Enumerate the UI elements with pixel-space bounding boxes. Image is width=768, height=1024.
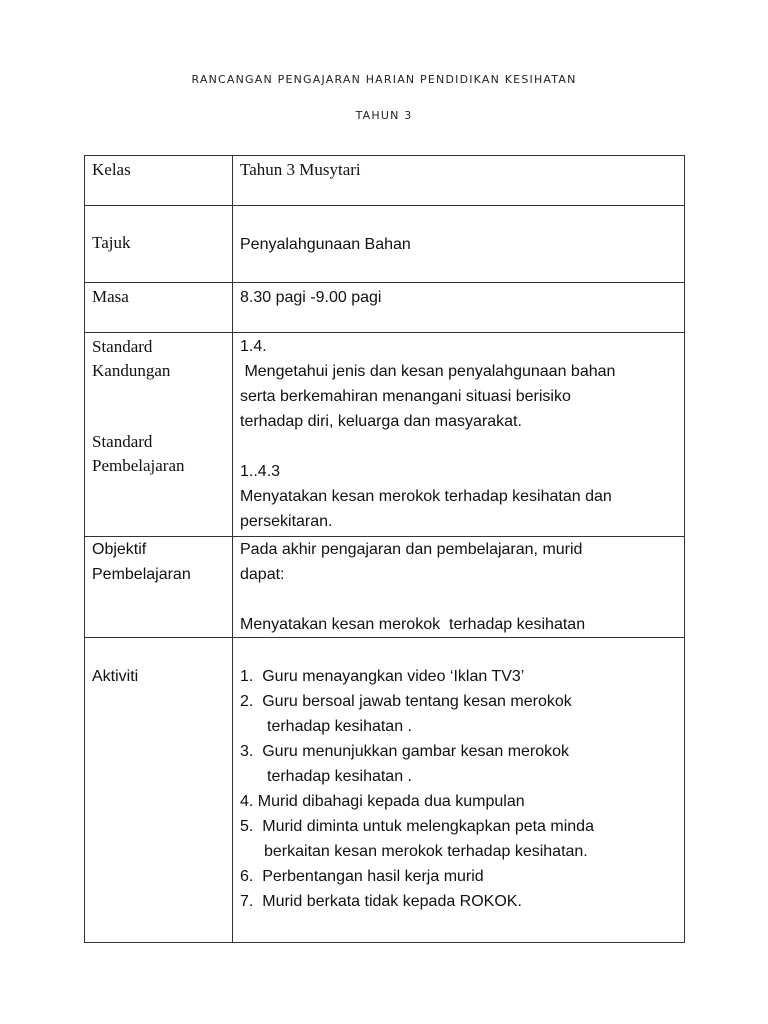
row-tajuk — [85, 206, 685, 283]
row-objektif — [85, 537, 685, 638]
label-kelas: Kelas — [85, 156, 233, 206]
aktiviti-item-3-line1: 3. Guru menunjukkan gambar kesan merokok — [240, 743, 570, 760]
label-standard-kandungan-2: Kandungan — [92, 361, 171, 380]
value-masa: 8.30 pagi -9.00 pagi — [233, 283, 685, 333]
list-item — [240, 814, 684, 864]
row-standard — [85, 333, 685, 537]
value-tajuk: Penyalahgunaan Bahan — [233, 206, 685, 283]
standard-desc-2-line1: Menyatakan kesan merokok terhadap kesihatan dan — [240, 488, 612, 505]
objektif-goal: Menyatakan kesan merokok terhadap kesihatan — [240, 616, 586, 633]
label-standard-pembelajaran-2: Pembelajaran — [92, 456, 185, 475]
standard-code-1: 1.4. — [240, 338, 267, 355]
aktiviti-item-5-line1: 5. Murid diminta untuk melengkapkan peta minda — [240, 818, 594, 835]
aktiviti-item-2-line2: terhadap kesihatan . — [267, 718, 412, 735]
list-item — [240, 664, 684, 689]
lesson-plan-table — [84, 155, 685, 943]
objektif-intro-line2: dapat: — [240, 566, 285, 583]
label-standard — [85, 333, 233, 537]
aktiviti-item-3-line2: terhadap kesihatan . — [267, 768, 412, 785]
standard-desc-1-line1: Mengetahui jenis dan kesan penyalahgunaan bahan — [240, 363, 616, 380]
objektif-intro-line1: Pada akhir pengajaran dan pembelajaran, murid — [240, 541, 583, 558]
list-item — [240, 864, 684, 889]
aktiviti-item-7: 7. Murid berkata tidak kepada ROKOK. — [240, 893, 522, 910]
aktiviti-item-1: 1. Guru menayangkan video ‘Iklan TV3’ — [240, 668, 525, 685]
aktiviti-item-5-line2: berkaitan kesan merokok terhadap kesihatan. — [264, 843, 588, 860]
aktiviti-item-6: 6. Perbentangan hasil kerja murid — [240, 868, 484, 885]
row-aktiviti — [85, 638, 685, 943]
label-masa: Masa — [85, 283, 233, 333]
list-item — [240, 689, 684, 739]
standard-code-2: 1..4.3 — [240, 463, 281, 480]
list-item — [240, 739, 684, 789]
standard-desc-1-line3: terhadap diri, keluarga dan masyarakat. — [240, 413, 522, 430]
standard-desc-2-line2: persekitaran. — [240, 513, 333, 530]
value-kelas: Tahun 3 Musytari — [233, 156, 685, 206]
standard-desc-1-line2: serta berkemahiran menangani situasi berisiko — [240, 388, 571, 405]
label-objektif-2: Pembelajaran — [92, 566, 191, 583]
label-tajuk: Tajuk — [85, 206, 233, 283]
row-kelas — [85, 156, 685, 206]
document-title: RANCANGAN PENGAJARAN HARIAN PENDIDIKAN KESIHATAN — [191, 73, 577, 86]
label-aktiviti: Aktiviti — [85, 638, 233, 943]
label-standard-pembelajaran-1: Standard — [92, 432, 153, 451]
aktiviti-item-2-line1: 2. Guru bersoal jawab tentang kesan merokok — [240, 693, 572, 710]
document-subtitle: TAHUN 3 — [355, 109, 413, 122]
value-standard — [233, 333, 685, 537]
value-aktiviti — [233, 638, 685, 943]
list-item — [240, 789, 684, 814]
list-item — [240, 889, 684, 914]
aktiviti-list — [240, 664, 684, 914]
value-objektif — [233, 537, 685, 638]
label-objektif-1: Objektif — [92, 541, 147, 558]
row-masa — [85, 283, 685, 333]
label-objektif — [85, 537, 233, 638]
label-standard-kandungan-1: Standard — [92, 337, 153, 356]
aktiviti-item-4: 4. Murid dibahagi kepada dua kumpulan — [240, 793, 525, 810]
